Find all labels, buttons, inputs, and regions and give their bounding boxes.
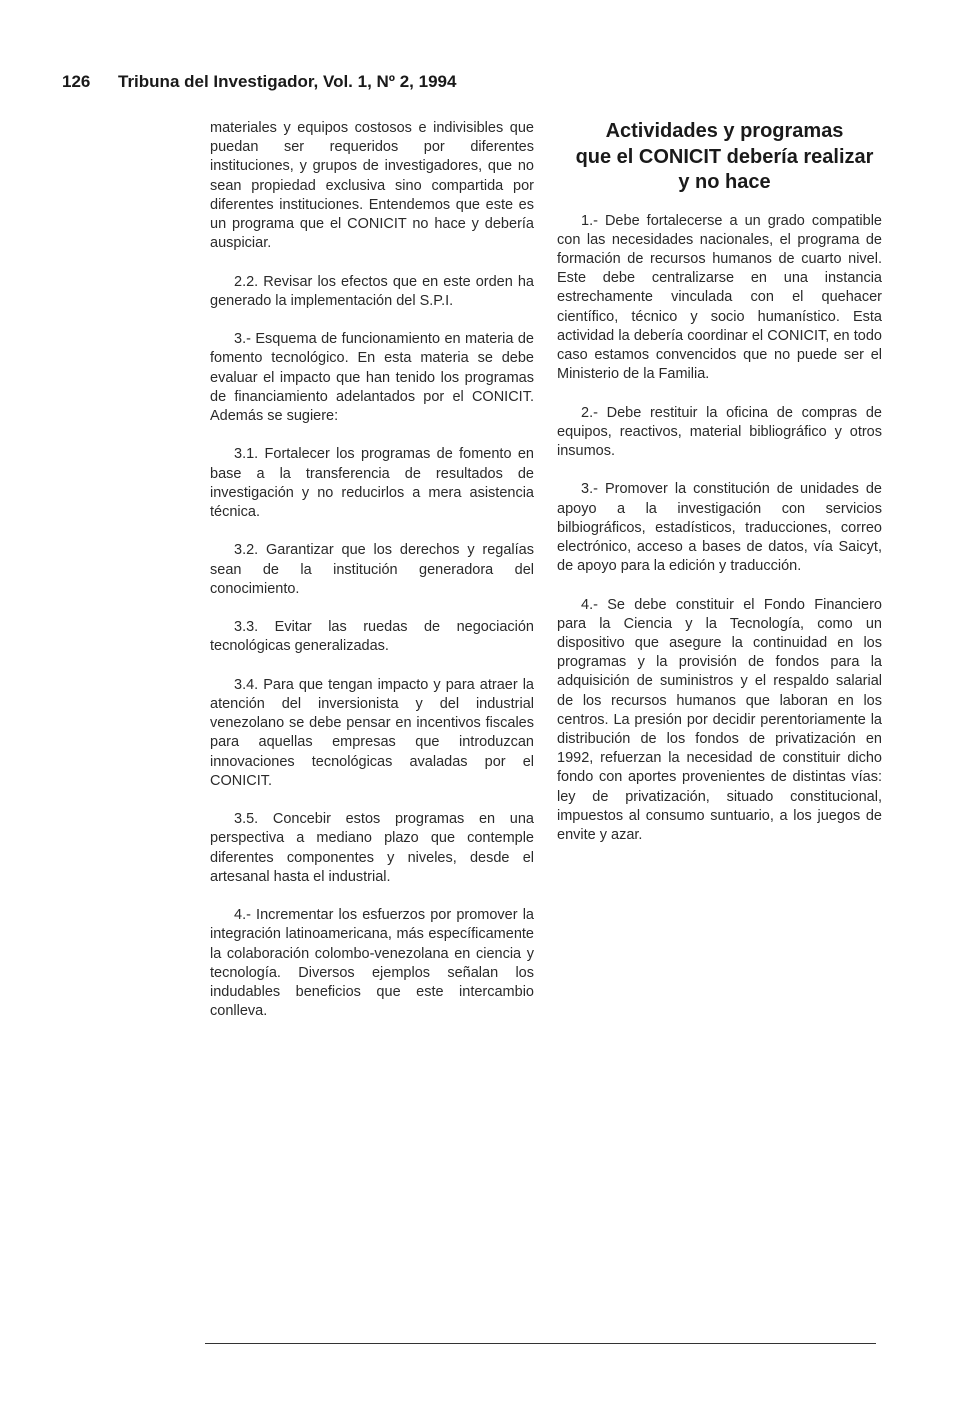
paragraph: 3.1. Fortalecer los programas de fomento en base a la transferencia de resultados de investigación y no reducirlos a mera asistencia técnica. (210, 446, 534, 521)
paragraph: materiales y equipos costosos e indivisibles que puedan ser requeridos por diferentes instituciones, y grupos de investigadores, que no sean propiedad exclusiva sino compartida por diferentes instituciones. Entendemos que este es un programa que el CONICIT no hace y debería auspiciar. (210, 120, 534, 252)
running-header (62, 72, 456, 92)
paragraph: 3.3. Evitar las ruedas de negociación tecnológicas generalizadas. (210, 619, 534, 655)
paragraph: 3.- Esquema de funcionamiento en materia de fomento tecnológico. En esta materia se debe evaluar el impacto que han tenido los programas de financiamiento adelantados por el CONICIT. Además se sugiere: (210, 331, 534, 425)
section-title-line: que el CONICIT debería realizar (575, 145, 874, 168)
section-title (557, 119, 882, 196)
paragraph: 2.2. Revisar los efectos que en este orden ha generado la implementación del S.P.I. (210, 273, 534, 309)
left-column (210, 119, 534, 1041)
page-number: 126 (62, 72, 91, 91)
journal-citation: Tribuna del Investigador, Vol. 1, Nº 2, 1994 (118, 72, 457, 91)
paragraph: 1.- Debe fortalecerse a un grado compatible con las necesidades nacionales, el programa de formación de recursos humanos de cuarto nivel. Este debe centralizarse en una instancia estrechamente vinculada con el quehacer científico, técnico y socio humanístico. Esta actividad la debería coordinar el CONICIT, en todo caso estamos convencidos que no puede ser el Ministerio de la Familia. (557, 212, 882, 383)
section-title-line: Actividades y programas (605, 120, 844, 142)
right-column (557, 119, 882, 864)
paragraph: 3.4. Para que tengan impacto y para atraer la atención del inversionista y del industrial venezolano se debe pensar en incentivos fiscales para aquellas empresas que introduzcan innovaciones tecnológicas avaladas por el CONICIT. (210, 676, 534, 789)
paragraph: 4.- Se debe constituir el Fondo Financiero para la Ciencia y la Tecnología, como un dispositivo que asegure la continuidad en los programas y la provisión de fondos para la adquisición de suministros y el respaldo salarial de los recursos humanos que laboran en los centros. La presión por decidir perentoriamente la distribución de los fondos de privatización en 1992, refuerzan la necesidad de constituir dicho fondo con aportes provenientes de distintas vías: ley de privatización, situado constitucional, impuestos al consumo suntuario, a los juegos de envite y azar. (557, 596, 882, 843)
paragraph: 4.- Incrementar los esfuerzos por promover la integración latinoamericana, más específicamente la colaboración colombo-venezolana en ciencia y tecnología. Diversos ejemplos señalan los indudables beneficios que este intercambio conlleva. (210, 907, 534, 1020)
paragraph: 2.- Debe restituir la oficina de compras de equipos, reactivos, material bibliográfico y otros insumos. (557, 404, 882, 459)
footer-rule (205, 1343, 876, 1344)
paragraph: 3.2. Garantizar que los derechos y regalías sean de la institución generadora del conocimiento. (210, 542, 534, 597)
paragraph: 3.5. Concebir estos programas en una perspectiva a mediano plazo que contemple diferentes componentes y niveles, desde el artesanal hasta el industrial. (210, 811, 534, 885)
paragraph: 3.- Promover la constitución de unidades de apoyo a la investigación con servicios bilbiográficos, estadísticos, traducciones, correo electrónico, acceso a bases de datos, vía Saicyt, de apoyo para la edición y traducción. (557, 481, 882, 575)
section-title-line: y no hace (678, 171, 771, 193)
